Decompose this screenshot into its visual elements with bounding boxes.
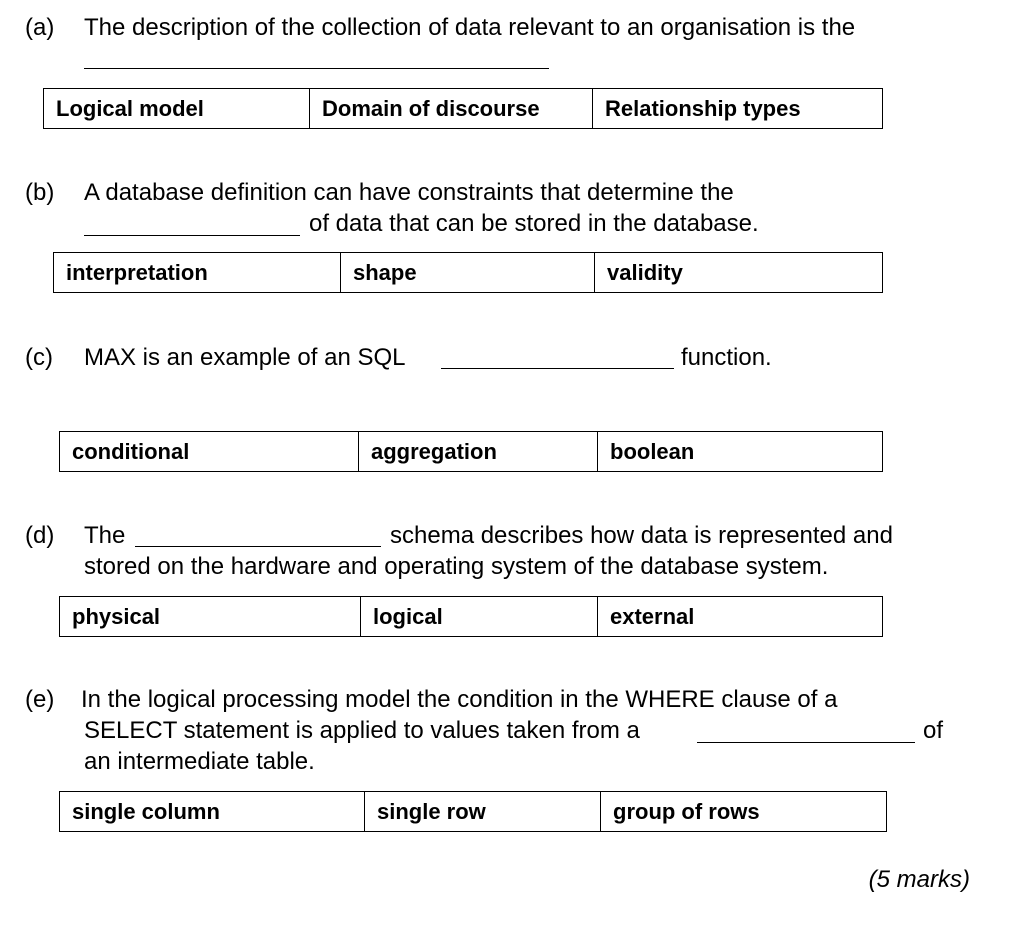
question-c-blank[interactable]	[441, 368, 674, 369]
question-c-text: MAX is an example of an SQL	[84, 344, 406, 371]
question-a-blank[interactable]	[84, 68, 549, 69]
option-validity[interactable]: validity	[607, 259, 683, 285]
question-d-blank[interactable]	[135, 546, 381, 547]
question-e-text-line2: SELECT statement is applied to values taken from a	[84, 717, 640, 744]
option-logical-model[interactable]: Logical model	[44, 89, 310, 128]
question-b-text-line1: A database definition can have constraints that determine the	[84, 179, 734, 206]
question-c-text-end: function.	[681, 344, 772, 371]
question-d-label: (d)	[25, 522, 55, 549]
question-e-text-of: of	[923, 717, 944, 744]
option-relationship-types[interactable]: Relationship types	[605, 95, 801, 121]
option-external[interactable]: external	[610, 603, 695, 629]
question-b-label: (b)	[25, 179, 55, 206]
question-d-text-line2: stored on the hardware and operating system of the database system.	[84, 553, 829, 580]
option-physical[interactable]: physical	[60, 597, 361, 636]
question-b-options	[53, 252, 883, 293]
question-d-text-line1: schema describes how data is represented and	[390, 522, 893, 549]
option-aggregation[interactable]: aggregation	[359, 432, 598, 471]
question-b-text-line2: of data that can be stored in the database.	[309, 210, 759, 237]
option-domain-of-discourse[interactable]: Domain of discourse	[310, 89, 593, 128]
option-interpretation[interactable]: interpretation	[54, 253, 341, 292]
question-c-options	[59, 431, 883, 472]
question-c-label: (c)	[25, 344, 53, 371]
question-a-options	[43, 88, 883, 129]
marks-total: (5 marks)	[868, 866, 970, 893]
question-e-label: (e)	[25, 686, 55, 713]
question-d-options	[59, 596, 883, 637]
question-e-options	[59, 791, 887, 832]
question-e-text-line1: In the logical processing model the condition in the WHERE clause of a	[81, 686, 838, 713]
option-logical[interactable]: logical	[361, 597, 598, 636]
option-conditional[interactable]: conditional	[60, 432, 359, 471]
option-group-of-rows[interactable]: group of rows	[613, 798, 760, 824]
question-a-label: (a)	[25, 14, 55, 41]
question-a-text: The description of the collection of data relevant to an organisation is the	[84, 14, 856, 41]
option-shape[interactable]: shape	[341, 253, 595, 292]
question-e-text-line3: an intermediate table.	[84, 748, 315, 775]
question-e-blank[interactable]	[697, 742, 915, 743]
option-single-column[interactable]: single column	[60, 792, 365, 831]
question-d-text-start: The	[84, 522, 126, 549]
question-b-blank[interactable]	[84, 235, 300, 236]
option-single-row[interactable]: single row	[365, 792, 601, 831]
option-boolean[interactable]: boolean	[610, 438, 695, 464]
